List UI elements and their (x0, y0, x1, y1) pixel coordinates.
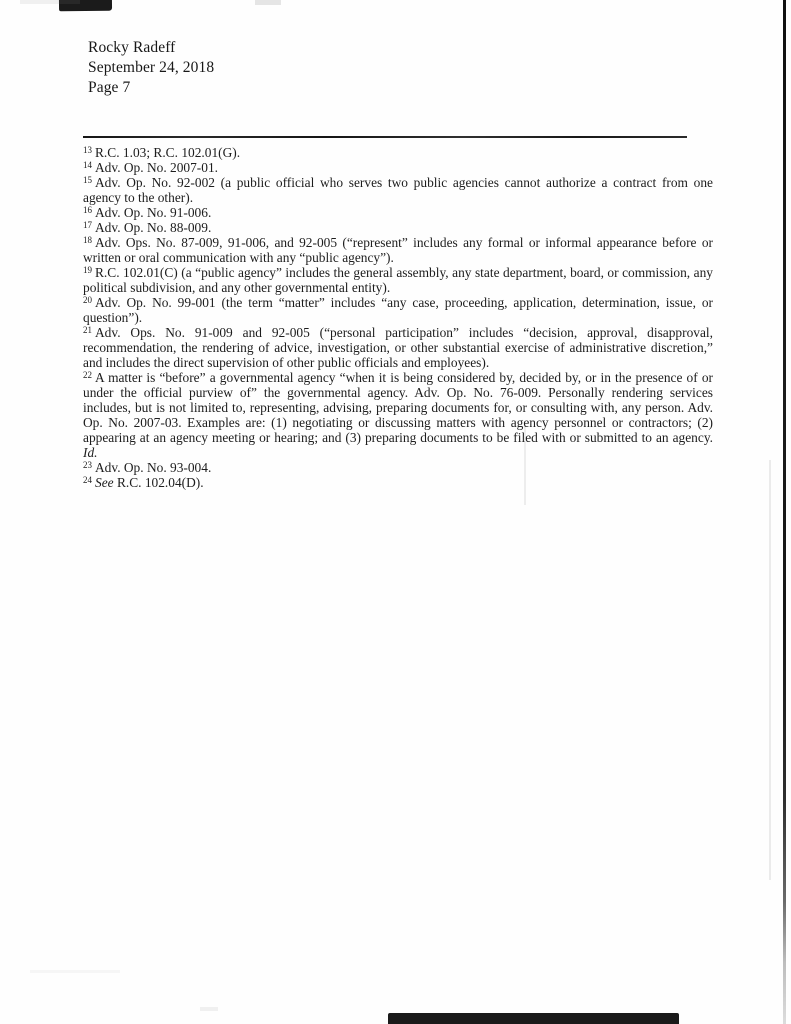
footnote-24 (83, 475, 713, 490)
footnote-number: 21 (83, 324, 92, 335)
footnote-text: Adv. Ops. No. 91-009 and 92-005 (“personal participation” includes “decision, approval, disapproval, recommendation, the rendering of advice, investigation, or other substantial exercise of administrative discretion,” and includes the direct supervision of other public officials and employees). (83, 325, 713, 370)
letter-date: September 24, 2018 (88, 59, 215, 76)
footnote-22 (83, 370, 713, 460)
footnote-19 (83, 265, 713, 295)
footnote-18 (83, 235, 713, 265)
footnote-14 (83, 160, 713, 175)
footnote-text: R.C. 1.03; R.C. 102.01(G). (95, 145, 241, 160)
letter-header (88, 38, 214, 98)
footnote-number: 24 (83, 474, 92, 485)
footnote-text: R.C. 102.01(C) (a “public agency” includes the general assembly, any state department, board, or commission, any political subdivision, and any other governmental entity). (83, 265, 713, 295)
footnote-17 (83, 220, 713, 235)
footnote-text: Adv. Op. No. 99-001 (the term “matter” includes “any case, proceeding, application, determination, issue, or question”). (83, 295, 713, 325)
footnote-20 (83, 295, 713, 325)
footnote-23 (83, 460, 713, 475)
page-number: Page 7 (88, 79, 131, 96)
footnote-number: 16 (83, 204, 92, 215)
footnote-15 (83, 175, 713, 205)
footnote-21 (83, 325, 713, 370)
scan-artifact-speck (200, 1007, 218, 1011)
footnote-text: See (95, 475, 114, 490)
scan-artifact-speck (30, 970, 120, 973)
footnote-text: Adv. Ops. No. 87-009, 91-006, and 92-005 (“represent” includes any formal or informal appearance before or written or oral communication with any “public agency”). (83, 235, 713, 265)
scan-artifact-speck (20, 0, 80, 4)
footnote-number: 15 (83, 174, 92, 185)
scan-artifact-mid-streak (524, 425, 526, 505)
scan-artifact-speck (255, 0, 281, 5)
footnote-text: A matter is “before” a governmental agency “when it is being considered by, decided by, or in the presence of or under the official purview of” the governmental agency. Adv. Op. No. 76-009. Personally rendering services includes, but is not limited to, representing, advising, preparing documents for, or consulting with, any person. Adv. Op. No. 2007-03. Examples are: (1) negotiating or discussing matters with agency personnel or contractors; (2) appearing at an agency meeting or hearing; and (3) preparing documents to be filed with or submitted to an agency. (83, 370, 713, 445)
footnote-number: 20 (83, 294, 92, 305)
scan-artifact-bottom-smudge (388, 1013, 679, 1024)
footnote-text: R.C. 102.04(D). (113, 475, 204, 490)
footnote-text: Adv. Op. No. 91-006. (95, 205, 212, 220)
footnote-number: 22 (83, 369, 92, 380)
footnote-text: Adv. Op. No. 2007-01. (95, 160, 218, 175)
footnote-text: Adv. Op. No. 88-009. (95, 220, 212, 235)
footnote-number: 13 (83, 144, 92, 155)
scan-artifact-right-edge-line (783, 0, 786, 1024)
footnote-number: 14 (83, 159, 92, 170)
footnote-number: 19 (83, 264, 92, 275)
footnote-16 (83, 205, 713, 220)
recipient-name: Rocky Radeff (88, 39, 176, 56)
footnote-number: 17 (83, 219, 92, 230)
footnotes-section (83, 145, 713, 490)
footnote-text: Adv. Op. No. 93-004. (95, 460, 212, 475)
footnote-number: 18 (83, 234, 92, 245)
footnote-13 (83, 145, 713, 160)
footnote-separator-rule (83, 136, 687, 138)
scan-artifact-right-streak (769, 460, 771, 880)
footnote-text: Adv. Op. No. 92-002 (a public official who serves two public agencies cannot authorize a contract from one agency to the other). (83, 175, 713, 205)
footnote-number: 23 (83, 459, 92, 470)
footnote-text: Id. (83, 445, 98, 460)
